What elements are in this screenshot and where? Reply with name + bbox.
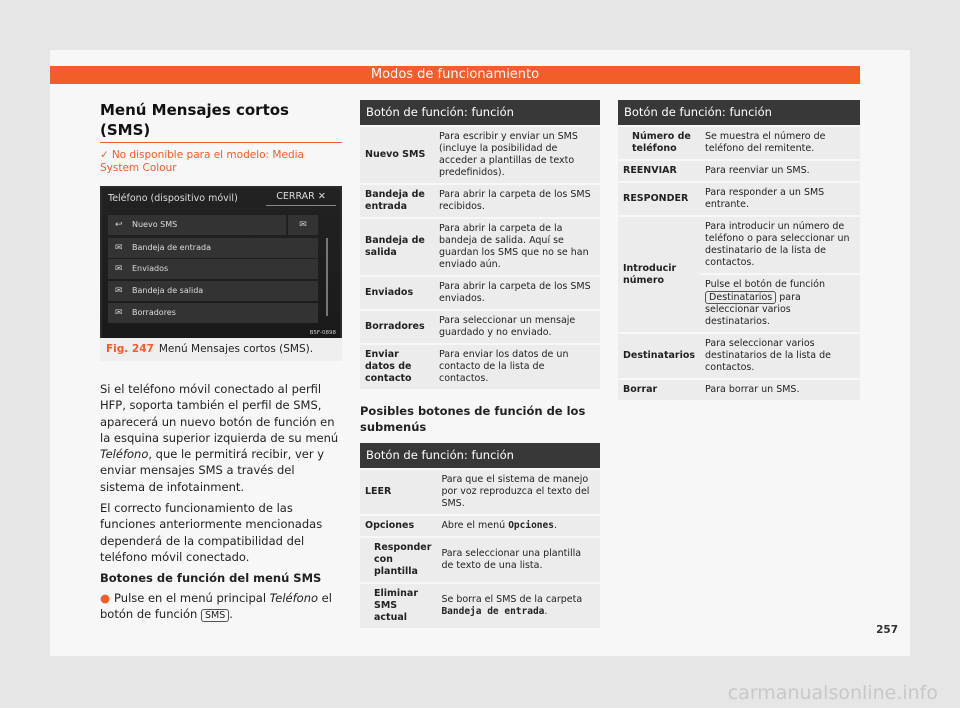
availability-note: ✓ No disponible para el modelo: Media System Colour: [100, 149, 304, 174]
table-row: RESPONDER Para responder a un SMS entrante.: [618, 183, 860, 215]
figure-caption: Fig. 247 Menú Mensajes cortos (SMS).: [100, 338, 342, 361]
check-icon: ✓: [100, 149, 109, 161]
table-header: Botón de función: función: [360, 443, 600, 468]
table-row: LEER Para que el sistema de manejo por voz reproduzca el texto del SMS.: [360, 470, 600, 514]
table-row: Responder con plantilla Para seleccionar una plantilla de texto de una lista.: [360, 538, 600, 582]
figure-code: B5F-0898: [309, 330, 336, 336]
close-icon: ✕: [317, 191, 326, 202]
section-header: Modos de funcionamiento: [50, 66, 860, 84]
table-row: Nuevo SMS Para escribir y enviar un SMS (incluye la posibilidad de acceder a plantillas de texto predefinidos).: [360, 127, 600, 183]
function-table-1: [360, 125, 600, 391]
paragraph: El correcto funcionamiento de las funciones anteriormente mencionadas dependerá de la compatibilidad del teléfono móvil conectado.: [100, 501, 323, 564]
table-row: Borradores Para seleccionar un mensaje guardado y no enviado.: [360, 311, 600, 343]
sms-key: SMS: [201, 609, 229, 622]
table-header: Botón de función: función: [360, 100, 600, 125]
table-row: Enviados Para abrir la carpeta de los SMS enviados.: [360, 277, 600, 309]
submenu-heading: Posibles botones de función de los submenús: [360, 404, 586, 434]
scrollbar[interactable]: [326, 238, 328, 316]
screen-title: Teléfono (dispositivo móvil): [108, 193, 238, 204]
subheading: Botones de función del menú SMS: [100, 571, 322, 586]
table-row: Bandeja de salida Para abrir la carpeta de la bandeja de salida. Aquí se guardan los SMS que no se han enviado aún.: [360, 219, 600, 275]
menu-item-sent[interactable]: ✉ Enviados: [108, 259, 318, 279]
table-row: Destinatarios Para seleccionar varios destinatarios de la lista de contactos.: [618, 334, 860, 378]
envelope-icon: ✉: [115, 264, 123, 274]
table-row: Pulse el botón de función Destinatarios para seleccionar varios destinatarios.: [618, 275, 860, 332]
menu-item-drafts[interactable]: ✉ Borradores: [108, 303, 318, 323]
table-row: Número de teléfono Se muestra el número de teléfono del remitente.: [618, 127, 860, 159]
menu-item-outbox[interactable]: ✉ Bandeja de salida: [108, 281, 318, 301]
title-rule: [100, 142, 342, 143]
column-right: [618, 100, 860, 402]
compose-button[interactable]: [288, 215, 318, 235]
table-row: REENVIAR Para reenviar un SMS.: [618, 161, 860, 181]
table-header: Botón de función: función: [618, 100, 860, 125]
column-middle: [360, 100, 600, 630]
envelope-icon: ✉: [115, 286, 123, 296]
function-table-3: [618, 125, 860, 402]
destinatarios-key: Destinatarios: [705, 291, 776, 304]
page-title: Menú Mensajes cortos (SMS): [100, 101, 289, 139]
table-row: Opciones Abre el menú Opciones.: [360, 516, 600, 536]
menu-item-new-sms[interactable]: ↩ Nuevo SMS: [108, 215, 286, 235]
table-row: Enviar datos de contacto Para enviar los datos de un contacto de la lista de contactos.: [360, 345, 600, 389]
close-button[interactable]: CERRAR ✕: [266, 190, 336, 206]
body-text: [100, 381, 342, 622]
watermark: carmanualsonline.info: [727, 682, 938, 704]
envelope-icon: ✉: [115, 243, 123, 253]
reply-icon: ↩: [115, 220, 123, 230]
table-row: Introducir número Para introducir un número de teléfono o para seleccionar un destinatario de la lista de contactos.: [618, 217, 860, 273]
bullet-item: ● Pulse en el menú principal Teléfono el botón de función SMS .: [100, 590, 332, 621]
table-row: Borrar Para borrar un SMS.: [618, 380, 860, 400]
table-row: Eliminar SMS actual Se borra el SMS de la carpeta Bandeja de entrada.: [360, 584, 600, 628]
envelope-icon: ✉: [115, 308, 123, 318]
page-number: 257: [876, 624, 898, 636]
function-table-2: [360, 468, 600, 630]
phone-screen: [102, 188, 340, 338]
bullet-icon: ●: [100, 590, 111, 605]
column-left: [100, 100, 342, 627]
figure-247: [100, 186, 342, 361]
table-row: Bandeja de entrada Para abrir la carpeta de los SMS recibidos.: [360, 185, 600, 217]
compose-icon: ✉: [299, 220, 307, 230]
menu-item-inbox[interactable]: ✉ Bandeja de entrada: [108, 238, 318, 258]
paragraph: Si el teléfono móvil conectado al perfil HFP, soporta también el perfil de SMS, aparecerá un nuevo botón de función en la esquina superior izquierda de su menú Teléfono, que le permitirá recibir, ver y enviar mensajes SMS a través del sistema de infotainment.: [100, 382, 339, 494]
